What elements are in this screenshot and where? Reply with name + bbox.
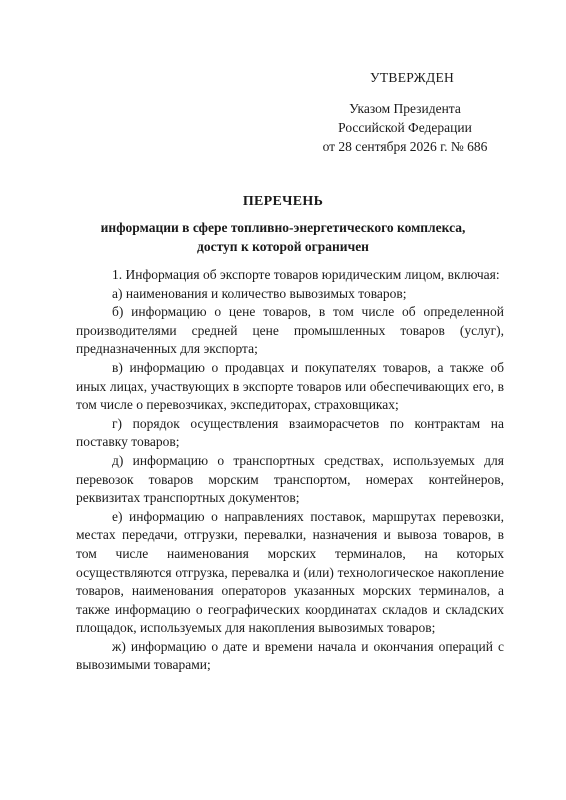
paragraph-zh: ж) информацию о дате и времени начала и окончания операций с вывозимыми товарами; [76, 638, 504, 673]
paragraph-1: 1. Информация об экспорте товаров юридическим лицом, включая: [112, 267, 500, 282]
document-title: ПЕРЕЧЕНЬ [242, 194, 324, 209]
approval-line: Российской Федерации [338, 120, 472, 135]
document-body [76, 266, 504, 675]
paragraph-b: б) информацию о цене товаров, в том числе об определенной производителями средней цене промышленных товаров (услуг), предназначенных для экспорта; [76, 304, 504, 357]
approval-block [300, 68, 510, 156]
subtitle-line: информации в сфере топливно-энергетического комплекса, [100, 220, 466, 235]
paragraph-v: в) информацию о продавцах и покупателях товаров, а также об иных лицах, участвующих в экспорте товаров или обеспечивающих его, в том числе о перевозчиках, экспедиторах, страховщиках; [76, 359, 504, 413]
document-subtitle [60, 218, 506, 256]
approval-date-line: от 28 сентября 2026 г. № 686 [322, 139, 488, 154]
approval-line: Указом Президента [349, 101, 461, 116]
paragraph-g: г) порядок осуществления взаиморасчетов по контрактам на поставку товаров; [76, 415, 504, 450]
paragraph-a: а) наименования и количество вывозимых товаров; [112, 285, 407, 301]
subtitle-line: доступ к которой ограничен [197, 239, 369, 254]
paragraph-e: е) информацию о направлениях поставок, маршрутах перевозки, местах передачи, отгрузки, перевалки, назначения и вывоза товаров, в том числе наименования морских терминалов, на которых осуществляются отгрузка, перевалка и (или) технологическое накопление товаров, наименования операторов указанных морских терминалов, а также информацию о географических координатах складов и складских площадок, используемых для накопления вывозимых товаров; [76, 508, 504, 636]
approval-stamp: УТВЕРЖДЕН [370, 70, 455, 85]
paragraph-d: д) информацию о транспортных средствах, используемых для перевозок товаров морским транспортом, номерах контейнеров, реквизитах транспортных документов; [76, 452, 504, 506]
